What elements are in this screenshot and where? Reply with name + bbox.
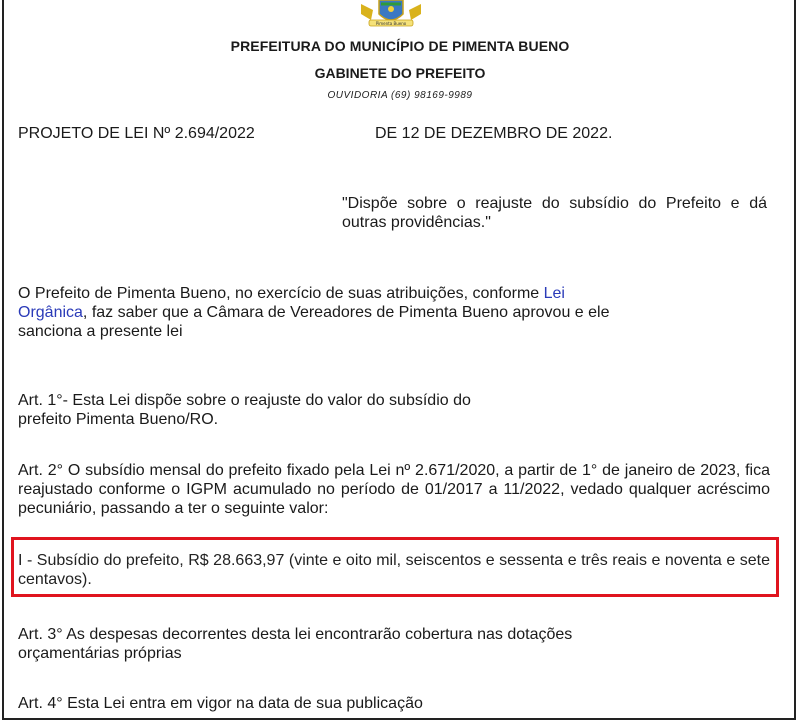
article-1: Art. 1°- Esta Lei dispõe sobre o reajuste do valor do subsídio do prefeito Pimenta Bueno/RO. [18,392,471,428]
article-3: Art. 3° As despesas decorrentes desta lei encontrarão cobertura nas dotações orçamentárias próprias [18,626,573,662]
ombudsman-phone: OUVIDORIA (69) 98169-9989 [327,90,473,101]
preamble-text-end: , faz saber que a Câmara de Vereadores de Pimenta Bueno aprovou e ele sanciona a presente lei [18,304,610,340]
article-2-inciso-i: I - Subsídio do prefeito, R$ 28.663,97 (vinte e oito mil, seiscentos e sessenta e três reais e noventa e sete centavos). [18,552,770,588]
municipality-title: PREFEITURA DO MUNICÍPIO DE PIMENTA BUENO [230,38,570,54]
lei-organica-link[interactable]: Lei Orgânica [18,285,565,321]
municipal-crest-icon [355,0,427,28]
page-frame [2,0,796,720]
crest-ribbon-text: Pimenta Bueno [375,21,407,26]
article-2: Art. 2° O subsídio mensal do prefeito fixado pela Lei nº 2.671/2020, a partir de 1° de janeiro de 2023, fica reajustado conforme o IGPM acumulado no período de 01/2017 a 11/2022, vedado qualquer acréscimo pecuniário, passando a ter o seguinte valor: [18,462,770,517]
preamble [18,284,633,341]
article-4: Art. 4° Esta Lei entra em vigor na data de sua publicação [18,695,423,712]
bill-number: PROJETO DE LEI Nº 2.694/2022 [18,125,255,142]
preamble-text-start: O Prefeito de Pimenta Bueno, no exercício de suas atribuições, conforme [18,285,544,302]
bill-summary: "Dispõe sobre o reajuste do subsídio do Prefeito e dá outras providências." [342,195,767,231]
bill-date: DE 12 DE DEZEMBRO DE 2022. [375,125,613,142]
office-title: GABINETE DO PREFEITO [314,65,486,81]
